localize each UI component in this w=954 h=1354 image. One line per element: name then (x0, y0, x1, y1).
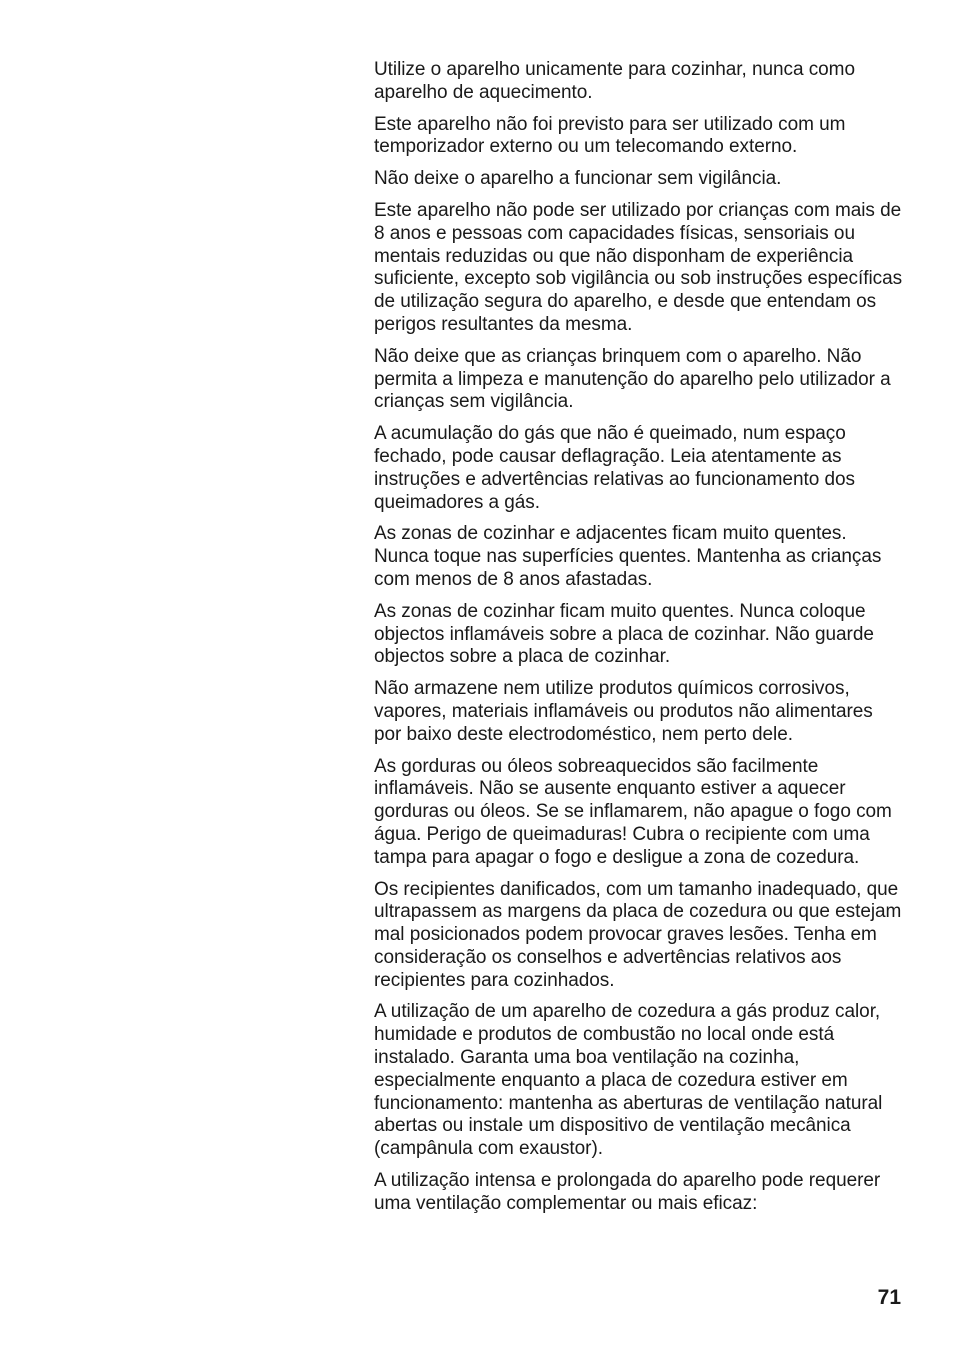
paragraph-damaged-pans: Os recipientes danificados, com um tamanho inadequado, que ultrapassem as margens da placa de cozedura ou que estejam mal posicionados podem provocar graves lesões. Tenha em consideração os conselhos e advertências relativos aos recipientes para cozinhados. (374, 878, 902, 991)
page-number: 71 (877, 1286, 901, 1309)
paragraph-extra-ventilation: A utilização intensa e prolongada do aparelho pode requerer uma ventilação complementar ou mais eficaz: (374, 1170, 881, 1214)
paragraph-external-timer: Este aparelho não foi previsto para ser utilizado com um temporizador externo ou um telecomando externo. (374, 113, 846, 158)
safety-instructions-column (374, 59, 904, 1225)
paragraph-cooking-only: Utilize o aparelho unicamente para cozinhar, nunca como aparelho de aquecimento. (374, 59, 855, 103)
paragraph-chemicals-storage: Não armazene nem utilize produtos químicos corrosivos, vapores, materiais inflamáveis ou produtos não alimentares por baixo deste electrodoméstico, nem perto dele. (374, 678, 873, 745)
paragraph-gas-accumulation: A acumulação do gás que não é queimado, num espaço fechado, pode causar deflagração. Leia atentamente as instruções e advertências relativas ao funcionamento dos queimadores a gás. (374, 423, 855, 513)
paragraph-hot-zones-children: As zonas de cozinhar e adjacentes ficam muito quentes. Nunca toque nas superfícies quentes. Mantenha as crianças com menos de 8 anos afastadas. (374, 523, 882, 590)
paragraph-children-capabilities: Este aparelho não pode ser utilizado por crianças com mais de 8 anos e pessoas com capacidades físicas, sensoriais ou mentais reduzidas ou que não disponham de experiência suficiente, excepto sob vigilância ou sob instruções específicas de utilização segura do aparelho, e desde que entendam os perigos resultantes da mesma. (374, 199, 903, 335)
paragraph-supervision: Não deixe o aparelho a funcionar sem vigilância. (374, 168, 782, 190)
paragraph-ventilation: A utilização de um aparelho de cozedura a gás produz calor, humidade e produtos de combustão no local onde está instalado. Garanta uma boa ventilação na cozinha, especialmente enquanto a placa de cozedura estiver em funcionamento: mantenha as aberturas de ventilação natural abertas ou instale um dispositivo de ventilação mecânica (campânula com exaustor). (374, 1001, 883, 1160)
paragraph-overheated-oil: As gorduras ou óleos sobreaquecidos são facilmente inflamáveis. Não se ausente enquanto estiver a aquecer gorduras ou óleos. Se se inflamarem, não apague o fogo com água. Perigo de queimaduras! Cubra o recipiente com uma tampa para apagar o fogo e desligue a zona de cozedura. (374, 755, 892, 868)
paragraph-flammable-objects: As zonas de cozinhar ficam muito quentes. Nunca coloque objectos inflamáveis sobre a placa de cozinhar. Não guarde objectos sobre a placa de cozinhar. (374, 600, 874, 668)
paragraph-children-play: Não deixe que as crianças brinquem com o aparelho. Não permita a limpeza e manutenção do aparelho pelo utilizador a crianças sem vigilância. (374, 345, 891, 413)
